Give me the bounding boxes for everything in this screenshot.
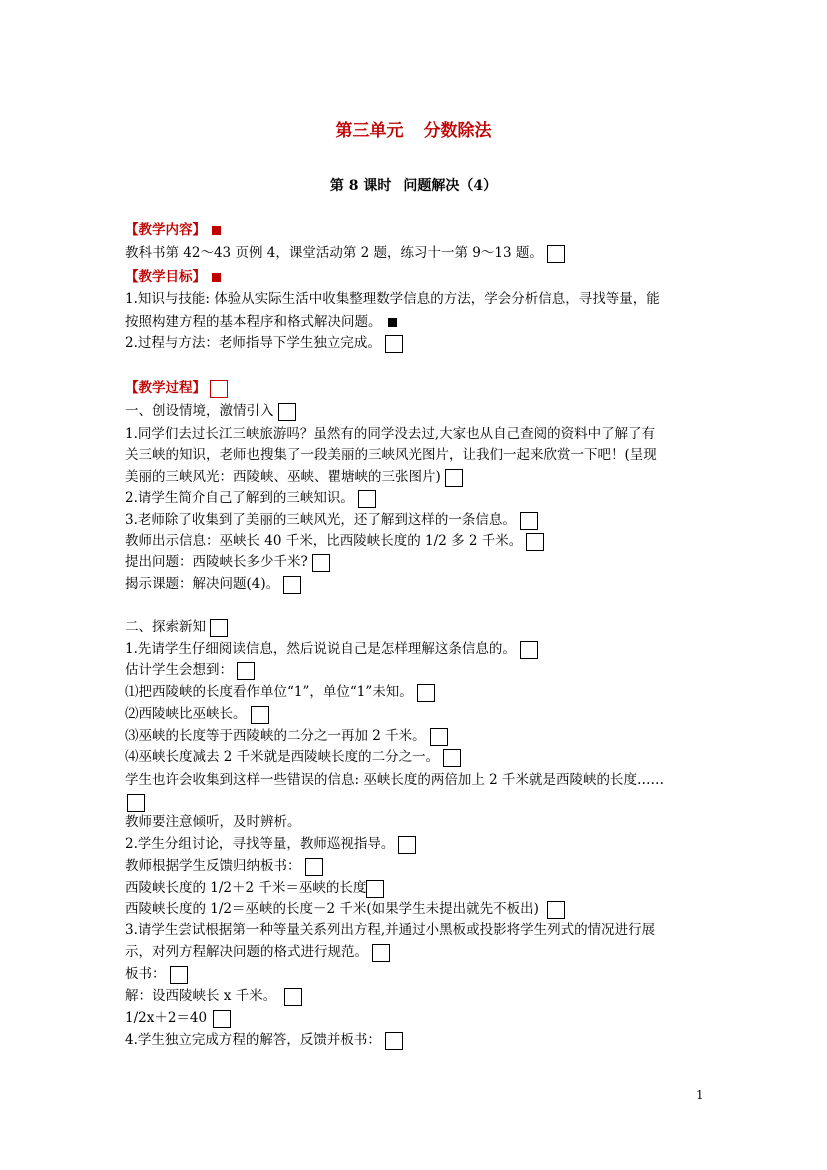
p2-e1-line (125, 682, 435, 702)
checkbox-icon (443, 749, 461, 767)
lesson-number: 第 8 课时 (329, 178, 392, 194)
checkbox-icon (210, 619, 228, 637)
lesson-subtitle (0, 175, 827, 195)
p1-1-line3-wrap (125, 467, 463, 487)
p2-equation-text: 1/2x＋2＝40 (125, 1010, 208, 1026)
p1-1-line1: 1.同学们去过长江三峡旅游吗？虽然有的同学没去过,大家也从自己查阅的资料中了解了有 (125, 426, 656, 442)
p2-estimate-text: 估计学生会想到： (125, 662, 233, 678)
p2-heading-line (125, 617, 228, 637)
page-number: 1 (696, 1088, 704, 1102)
p2-board-text: 教师根据学生反馈归纳板书： (125, 858, 301, 874)
p2-solve-text: 解：设西陵峡长 x 千米。 (125, 988, 277, 1004)
p1-question-text: 提出问题：西陵峡长多少千米? (125, 554, 308, 570)
checkbox-icon (312, 554, 330, 572)
checkbox-icon (430, 728, 448, 746)
content-text: 教科书第 42～43 页例 4，课堂活动第 2 题，练习十一第 9～13 题。 (125, 245, 543, 261)
p1-2-line (125, 488, 376, 508)
p2-heading: 二、探索新知 (125, 619, 206, 635)
checkbox-icon (170, 966, 188, 984)
p2-e3-text: ⑶巫峡的长度等于西陵峡的二分之一再加 2 千米。 (125, 728, 426, 744)
content-heading-line (125, 220, 221, 240)
p1-info-text: 教师出示信息：巫峡长 40 千米，比西陵峡长度的 1/2 多 2 千米。 (125, 533, 523, 549)
goals-heading-line (125, 267, 221, 287)
p2-2-line (125, 834, 416, 854)
p2-solve-line (125, 986, 302, 1006)
p1-question-line (125, 552, 330, 572)
checkbox-icon (526, 533, 544, 551)
p1-info-line (125, 531, 544, 551)
p1-2-text: 2.请学生简介自己了解到的三峡知识。 (125, 490, 354, 506)
checkbox-icon (278, 403, 296, 421)
p2-e2-text: ⑵西陵峡比巫峡长。 (125, 706, 247, 722)
checkbox-icon (417, 684, 435, 702)
p2-equation-line (125, 1008, 231, 1028)
p2-e1-text: ⑴把西陵峡的长度看作单位“1”，单位“1”未知。 (125, 684, 413, 700)
p1-topic-text: 揭示课题：解决问题(4)。 (125, 576, 280, 592)
checkbox-icon (127, 794, 145, 812)
p2-1-text: 1.先请学生仔细阅读信息，然后说说自己是怎样理解这条信息的。 (125, 641, 516, 657)
process-heading-line (125, 378, 228, 398)
p2-board-line (125, 856, 323, 876)
p1-topic-line (125, 574, 301, 594)
checkbox-icon (284, 988, 302, 1006)
p1-3-line (125, 510, 538, 530)
p2-e3-line (125, 726, 448, 746)
checkbox-icon (237, 662, 255, 680)
goal2-line (125, 333, 403, 353)
goal1-line1: 1.知识与技能: 体验从实际生活中收集整理数学信息的方法，学会分析信息，寻找等量，能 (125, 291, 660, 307)
goal1-line2-wrap (125, 312, 397, 332)
section-heading-process: 【教学过程】 (125, 380, 206, 396)
p2-eq2-line (125, 899, 565, 919)
checkbox-icon (520, 512, 538, 530)
checkbox-icon (547, 245, 565, 263)
p2-e4-text: ⑷巫峡长度减去 2 千米就是西陵峡长度的二分之一。 (125, 749, 440, 765)
checkbox-icon (547, 901, 565, 919)
checkbox-icon (305, 858, 323, 876)
p2-eq2-text: 西陵峡长度的 1/2＝巫峡的长度－2 千米(如果学生未提出就先不板出) (125, 901, 539, 917)
unit-topic: 分数除法 (423, 121, 492, 141)
p2-wrong-line: 学生也许会收集到这样一些错误的信息: 巫峡长度的两倍加上 2 千米就是西陵峡的长度…… (125, 772, 665, 788)
checkbox-icon (283, 576, 301, 594)
p2-eq1-text: 西陵峡长度的 1/2＋2 千米＝巫峡的长度 (125, 880, 367, 896)
p2-e2-line (125, 704, 269, 724)
red-square-icon (212, 226, 221, 235)
black-square-icon (388, 318, 397, 327)
p1-heading: 一、创设情境，激情引入 (125, 403, 274, 419)
p2-teacher-line: 教师要注意倾听，及时辨析。 (125, 814, 301, 830)
p2-4-text: 4.学生独立完成方程的解答，反馈并板书： (125, 1032, 381, 1048)
p2-2-text: 2.学生分组讨论，寻找等量，教师巡视指导。 (125, 836, 395, 852)
checkbox-icon (445, 469, 463, 487)
p1-1-line3: 美丽的三峡风光：西陵峡、巫峡、瞿塘峡的三张图片) (125, 469, 441, 485)
checkbox-icon (398, 836, 416, 854)
section-heading-goals: 【教学目标】 (125, 269, 206, 285)
goal2-text: 2.过程与方法：老师指导下学生独立完成。 (125, 335, 381, 351)
lesson-topic: 问题解决（4） (403, 178, 498, 194)
red-square-icon (212, 273, 221, 282)
p2-wrong-box-line (125, 792, 145, 812)
content-text-line (125, 243, 565, 263)
red-checkbox-icon (210, 380, 228, 398)
p1-heading-line (125, 401, 296, 421)
checkbox-icon (385, 335, 403, 353)
p2-3-line2-wrap (125, 942, 390, 962)
p2-e4-line (125, 747, 461, 767)
p2-4-line (125, 1030, 403, 1050)
p2-board2-text: 板书： (125, 966, 166, 982)
checkbox-icon (372, 944, 390, 962)
p2-board2-line (125, 964, 188, 984)
p1-1-line2: 关三峡的知识，老师也搜集了一段美丽的三峡风光图片，让我们一起来欣赏一下吧！(呈现 (125, 447, 657, 463)
checkbox-icon (358, 490, 376, 508)
checkbox-icon (385, 1032, 403, 1050)
checkbox-icon (251, 706, 269, 724)
checkbox-icon (213, 1010, 231, 1028)
unit-title: 第三单元 (335, 121, 404, 141)
page-title (0, 116, 827, 141)
checkbox-icon (520, 641, 538, 659)
section-heading-content: 【教学内容】 (125, 222, 206, 238)
p2-3-line2: 示，对列方程解决问题的格式进行规范。 (125, 944, 368, 960)
goal1-line2: 按照构建方程的基本程序和格式解决问题。 (125, 314, 382, 330)
p2-estimate-line (125, 660, 255, 680)
checkbox-icon (366, 880, 384, 898)
p1-3-text: 3.老师除了收集到了美丽的三峡风光，还了解到这样的一条信息。 (125, 512, 516, 528)
p2-eq1-line (125, 878, 384, 898)
p2-1-line (125, 639, 538, 659)
p2-3-line1: 3.请学生尝试根据第一种等量关系列出方程,并通过小黑板或投影将学生列式的情况进行展 (125, 922, 656, 938)
